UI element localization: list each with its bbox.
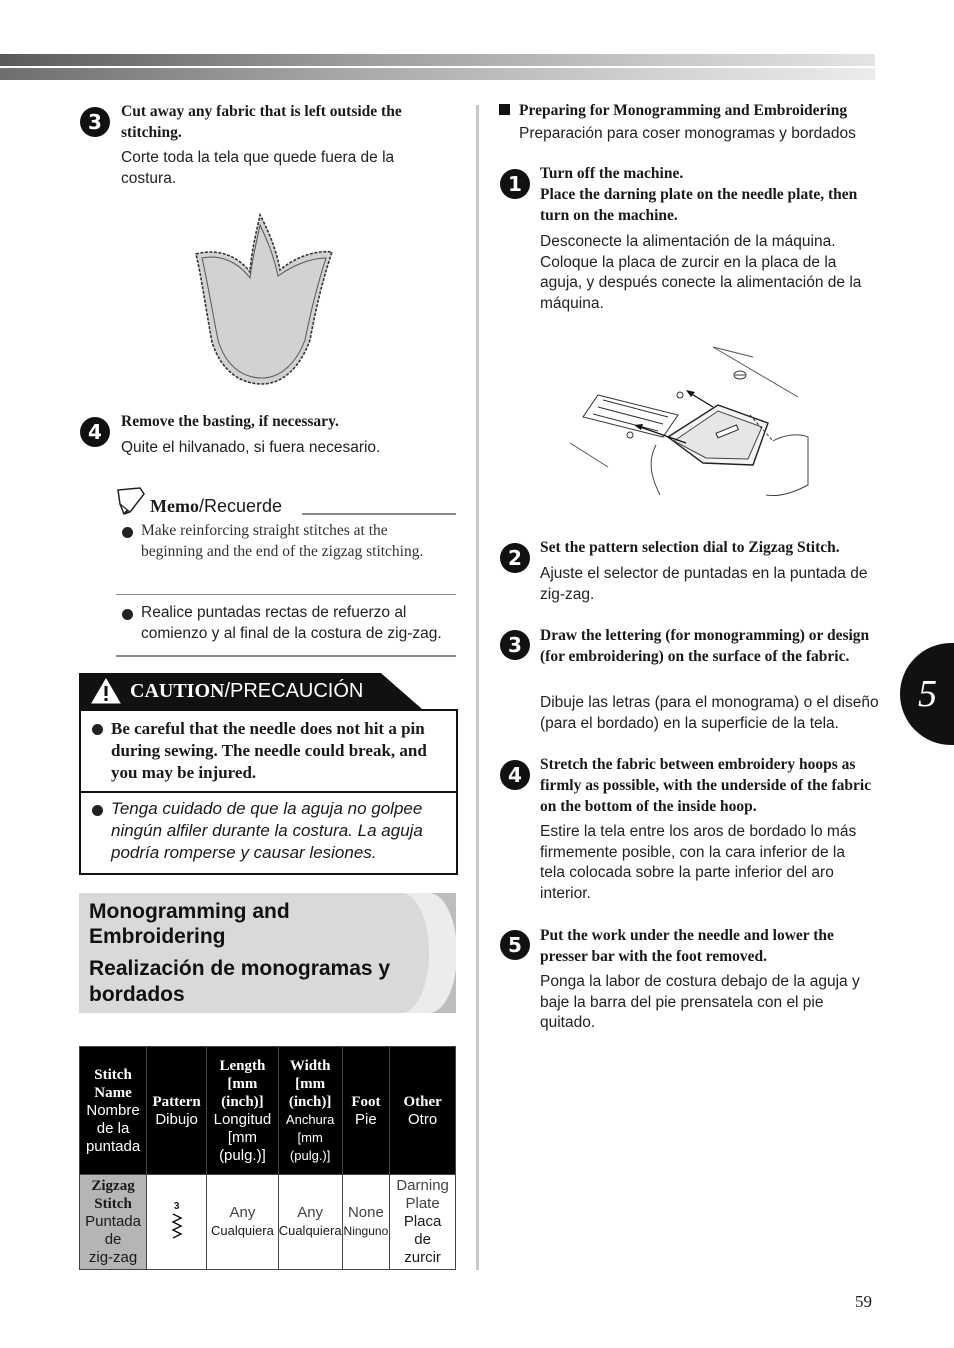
memo-title — [150, 496, 282, 517]
right-step-4-spanish: Estire la tela entre los aros de bordado lo más firmemente posible, con la cara inferior de la tela colocada sobre la parte inferior del aro interior. — [540, 823, 857, 902]
cell-es-line: de — [104, 1231, 122, 1248]
cell-es-line: Placa — [403, 1213, 442, 1230]
cell-es-line: zurcir — [404, 1249, 441, 1266]
cell-en-line: Plate — [405, 1195, 440, 1212]
header-foot — [342, 1047, 390, 1175]
right-step-number-4: 4 — [500, 760, 530, 790]
header-es-line: Dibujo — [155, 1110, 198, 1128]
header-en-line: (inch)] — [221, 1093, 264, 1110]
right-heading-english: Preparing for Monogramming and Embroidering — [519, 102, 848, 119]
table-header-row — [80, 1047, 456, 1175]
caution-divider — [81, 791, 456, 793]
header-es-line: puntada — [85, 1137, 141, 1155]
right-step-1-english-line: Place the darning plate on the needle plate, then turn on the machine. — [540, 186, 858, 224]
darning-plate-illustration — [568, 345, 813, 505]
step-number-3: 3 — [80, 107, 110, 137]
stitch-specs-table — [79, 1046, 456, 1270]
header-es-line: (pulg.)] — [289, 1147, 331, 1163]
caution-bullet-en — [92, 724, 103, 735]
page-number: 59 — [855, 1292, 872, 1311]
right-step-number-2: 2 — [500, 543, 530, 573]
right-heading-spanish: Preparación para coser monogramas y bordados — [519, 125, 856, 142]
caution-title — [130, 677, 363, 705]
header-en-line: Width — [289, 1057, 331, 1074]
caution-english: Be careful that the needle does not hit a pin during sewing. The needle could break, and you may be injured. — [111, 719, 427, 782]
cell-stitch-name — [80, 1175, 147, 1270]
heading-square-bullet — [499, 104, 510, 115]
header-length — [207, 1047, 279, 1175]
right-step-1-english — [540, 163, 875, 226]
header-en-line: Stitch — [94, 1066, 132, 1083]
caution-bullet-es — [92, 805, 103, 816]
caution-title-rest: /PRECAUCIÓN — [224, 680, 364, 702]
cell-es-line: Puntada — [85, 1213, 141, 1230]
memo-title-bold: Memo — [150, 496, 199, 516]
right-step-4-english: Stretch the fabric between embroidery hoops as firmly as possible, with the underside of the fabric on the bottom of the inside hoop. — [540, 756, 872, 815]
cell-en-line: None — [347, 1204, 384, 1221]
header-es-line: [mm — [227, 1128, 257, 1146]
header-en-line: Length — [219, 1057, 266, 1074]
header-es-line: Nombre — [86, 1101, 140, 1119]
header-es-line: (pulg.)] — [219, 1146, 266, 1164]
warning-triangle-icon — [90, 677, 122, 705]
header-es-line: Anchura — [285, 1111, 335, 1127]
header-es-line: Otro — [408, 1110, 438, 1128]
step-3-english: Cut away any fabric that is left outside the stitching. — [121, 103, 402, 141]
caution-spanish: Tenga cuidado de que la aguja no golpee ningún alfiler durante la costura. La aguja podría romperse y causar lesiones. — [111, 799, 423, 862]
memo-bullet-en — [122, 527, 133, 538]
right-step-3-spanish: Dibuje las letras (para el monograma) o el diseño (para el bordado) en la superficie de la tela. — [540, 694, 879, 732]
right-step-3-english: Draw the lettering (for monogramming) or design (for embroidering) on the surface of the fabric. — [540, 627, 870, 665]
section-title-en-line-2: Embroidering — [89, 925, 226, 948]
header-en-line: Name — [94, 1084, 132, 1101]
caution-title-bold: CAUTION — [130, 680, 225, 702]
step-3-spanish: Corte toda la tela que quede fuera de la costura. — [121, 149, 395, 187]
right-step-number-3: 3 — [500, 630, 530, 660]
header-es-line: Pie — [355, 1110, 377, 1128]
section-title-english — [89, 899, 290, 949]
header-en-line: [mm — [227, 1075, 258, 1092]
header-en-line: [mm — [295, 1075, 326, 1092]
header-other — [390, 1047, 456, 1175]
memo-title-rest: /Recuerde — [198, 496, 283, 516]
section-title-es-line-2: bordados — [89, 983, 185, 1006]
cell-es-line: Cualquiera — [278, 1223, 342, 1238]
header-es-line: [mm — [297, 1129, 323, 1145]
step-4-spanish: Quite el hilvanado, si fuera necesario. — [121, 439, 381, 456]
memo-english: Make reinforcing straight stitches at the beginning and the end of the zigzag stitching. — [141, 522, 424, 560]
zigzag-stitch-icon — [171, 1213, 183, 1239]
right-step-2-spanish: Ajuste el selector de puntadas en la puntada de zig-zag. — [540, 565, 868, 603]
header-bar-top — [0, 54, 875, 66]
header-es-line: de la — [96, 1119, 130, 1137]
memo-rule-bottom — [116, 655, 456, 657]
chapter-number: 5 — [918, 673, 937, 715]
cell-pattern — [147, 1175, 207, 1270]
right-step-number-5: 5 — [500, 930, 530, 960]
header-en-line: Other — [403, 1093, 442, 1110]
header-pattern — [147, 1047, 207, 1175]
chapter-tab — [900, 643, 954, 745]
cell-en-line: Stitch — [94, 1196, 132, 1212]
cell-en-line: Darning — [396, 1177, 449, 1194]
right-step-5-english: Put the work under the needle and lower the presser bar with the foot removed. — [540, 927, 834, 965]
cell-es-line: de — [414, 1231, 431, 1248]
header-width — [278, 1047, 342, 1175]
header-en-line: (inch)] — [288, 1093, 332, 1110]
memo-rule-top — [302, 513, 456, 515]
header-bar-bottom — [0, 68, 875, 80]
memo-pen-icon — [114, 486, 148, 516]
right-step-1-spanish: Desconecte la alimentación de la máquina. Coloque la placa de zurcir en la placa de la aguja, y después conecte la alimentación de la máquina. — [540, 233, 862, 312]
cell-foot — [342, 1175, 390, 1270]
section-title-en-line-1: Monogramming and — [89, 900, 290, 923]
right-step-2-english: Set the pattern selection dial to Zigzag Stitch. — [540, 539, 840, 556]
header-en-line: Pattern — [152, 1093, 201, 1110]
memo-rule-middle — [116, 594, 456, 595]
pattern-number: 3 — [173, 1200, 180, 1212]
header-stitch-name — [80, 1047, 147, 1175]
cell-es-line: Ninguno — [343, 1224, 389, 1238]
cell-en-line: Any — [297, 1204, 324, 1221]
memo-spanish: Realice puntadas rectas de refuerzo al comienzo y al final de la costura de zig-zag. — [141, 604, 442, 642]
step-number-4: 4 — [80, 417, 110, 447]
step-4-english: Remove the basting, if necessary. — [121, 413, 339, 430]
cell-length — [207, 1175, 279, 1270]
tulip-fabric-illustration — [188, 212, 338, 388]
column-divider — [476, 105, 479, 1270]
cell-other — [390, 1175, 456, 1270]
table-row — [80, 1175, 456, 1270]
header-es-line: Longitud — [213, 1110, 272, 1128]
section-title-spanish — [89, 956, 390, 1008]
right-step-5-spanish: Ponga la labor de costura debajo de la aguja y baje la barra del pie prensatela con el pie quitado. — [540, 973, 860, 1031]
cell-width — [278, 1175, 342, 1270]
cell-en-line: Zigzag — [91, 1178, 135, 1194]
section-title-es-line-1: Realización de monogramas y — [89, 957, 391, 980]
right-step-1-english-line: Turn off the machine. — [540, 165, 684, 182]
cell-es-line: zig-zag — [88, 1249, 138, 1266]
memo-bullet-es — [122, 609, 133, 620]
right-step-number-1: 1 — [500, 169, 530, 199]
header-en-line: Foot — [351, 1093, 381, 1110]
cell-en-line: Any — [229, 1204, 256, 1221]
cell-es-line: Cualquiera — [210, 1223, 274, 1238]
